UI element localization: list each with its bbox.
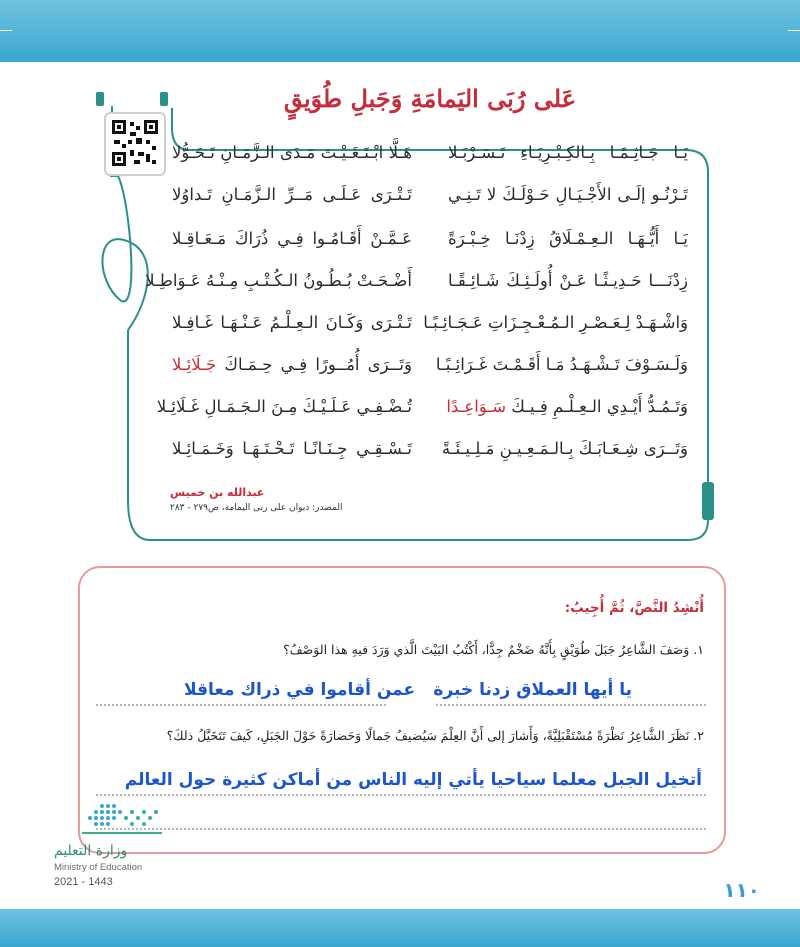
page-number: ١١٠ [723, 878, 760, 902]
verse-8-second: تَـسْـقِـي جِـنَـانًـا تَـحْـتَـهَـا وَخَـمَـائِـلا [172, 439, 412, 458]
frame-clip-left [96, 92, 104, 106]
verse-2-second: تَـتْـرَى عَـلَـى مَــرِّ الـزَّمَـانِ تَـداوُلا [172, 185, 412, 204]
verse-4-second: أَضْـحَـتْ بُـطُـونُ الـكُـتْـبِ مِـنْـهُ عَـوَاطِـلا [145, 271, 412, 290]
verse-6-highlight: جَـلَائِـلا [172, 355, 217, 374]
ministry-logo-icon [72, 800, 172, 840]
page-title: عَلى رُبَى اليَمامَةِ وَجَبلِ طُوَيقٍ [283, 84, 577, 113]
poem-source: المصدر: ديوان على ربى اليمامة، ص٢٧٩ - ٢٨٣ [170, 503, 343, 513]
answer-2[interactable]: أتخيل الجبل معلما سياحيا يأتي إليه الناس من أماكن كثيرة حول العالم [124, 770, 702, 790]
verse-7-highlight: سَـوَاعِـدًا [446, 397, 507, 416]
verse-4-first: زِدْنَـــا حَـدِيـثًـا عَـنْ أُولَـئِـكَ شَـائِـقًـا [448, 271, 688, 290]
verse-2-first: تَـرْنُـو إلَـى الأَجْـيَـالِ حَـوْلَـكَ لا تَـنِـي [448, 185, 688, 204]
verse-7-first-text: وَتَـمُـدُّ أَيْـدِي الـعِـلْـمِ فِـيـكَ [506, 397, 688, 416]
edition-year: 2021 - 1443 [54, 876, 113, 888]
answer-1-second-half[interactable]: عمن أقاموا في ذراك معاقلا [184, 680, 416, 700]
verse-7-second: تُـضْـفِـي عَـلَـيْـكَ مِـنَ الـجَـمَـالِ غَـلَائِـلا [156, 397, 412, 416]
ministry-name-arabic: وزارة التعليم [54, 843, 128, 859]
answer-2-extra-line [96, 828, 706, 830]
question-1: ١. وَصَفَ الشَّاعِرُ جَبَلَ طُوَيْقٍ بِأَنَّهُ ضَخْمٌ جِدًّا، أَكْتُبُ البَيْتَ الَّذي وَرَدَ فيهِ هذا الوَصْفُ؟ [283, 642, 704, 657]
verse-1-first: يَـا جَـاثِـمًـا بِـالكِـبْـرِيَـاءِ تَـسَـرْبَـلا [448, 143, 688, 162]
verse-7-first [448, 392, 688, 422]
verse-8-first: وَتَــرَى شِـعَـابَـكَ بِـالـمَـعِـيـنِ مَـلِـيـئَـةً [441, 439, 688, 458]
poem-author: عبدالله بن خميس [170, 486, 265, 499]
answer-1-line-left [96, 704, 386, 706]
bottom-decorative-band [0, 909, 800, 947]
ministry-name-english: Ministry of Education [54, 862, 143, 873]
frame-clip-right [160, 92, 168, 106]
answer-1-line-right [436, 704, 706, 706]
exercise-instruction: أُنْشِدُ النَّصَّ، ثُمَّ أُجِيبُ: [564, 600, 704, 616]
verse-3-first: يَـا أَيُّـهَـا الـعِـمْـلَاقُ زِدْنَـا خِـبْـرَةً [448, 229, 688, 248]
verse-5-first: وَاشْـهَـدْ لِـعَـصْـرِ الـمُـعْـجِـزَاتِ عَـجَـائِـبًـا [423, 313, 688, 332]
qr-code-icon [112, 120, 158, 166]
verse-5-second: تَـتْـرَى وَكَـانَ الـعِـلْـمُ عَـنْـهَـا غَـافِـلا [172, 313, 412, 332]
answer-1-first-half[interactable]: يا أيها العملاق زدنا خبرة [433, 680, 632, 700]
verse-6-second [172, 350, 412, 380]
verse-1-second: هَـلَّا ابْـتَـغَـيْـتَ مَـدَى الـزَّمَـانِ تَـحَـوُّلا [172, 143, 412, 162]
qr-code[interactable] [104, 112, 166, 176]
question-2: ٢. نَظَرَ الشَّاعِرُ نَظْرَةً مُسْتَقْبَلِيَّةً، وَأَشارَ إلى أَنَّ العِلْمَ سَيُضيفُ جَمالًا وَحَضارَةً حَوْلَ الجَبَلِ، كَيفَ تَتَخَيَّلُ ذلكَ؟ [166, 728, 704, 743]
verse-3-second: عَـمَّـنْ أَقَـامُـوا فِـي ذُرَاكَ مَـعَـاقِـلا [172, 229, 412, 248]
verse-6-first: وَلَـسَـوْفَ تَـشْـهَـدُ مَـا أَقَـمْـتَ غَـرَائِـبًـا [435, 355, 688, 374]
verse-6-second-text: وَتَــرَى أُمُــورًا فِـي حِـمَـاكَ [216, 355, 412, 374]
answer-2-line [96, 794, 706, 796]
